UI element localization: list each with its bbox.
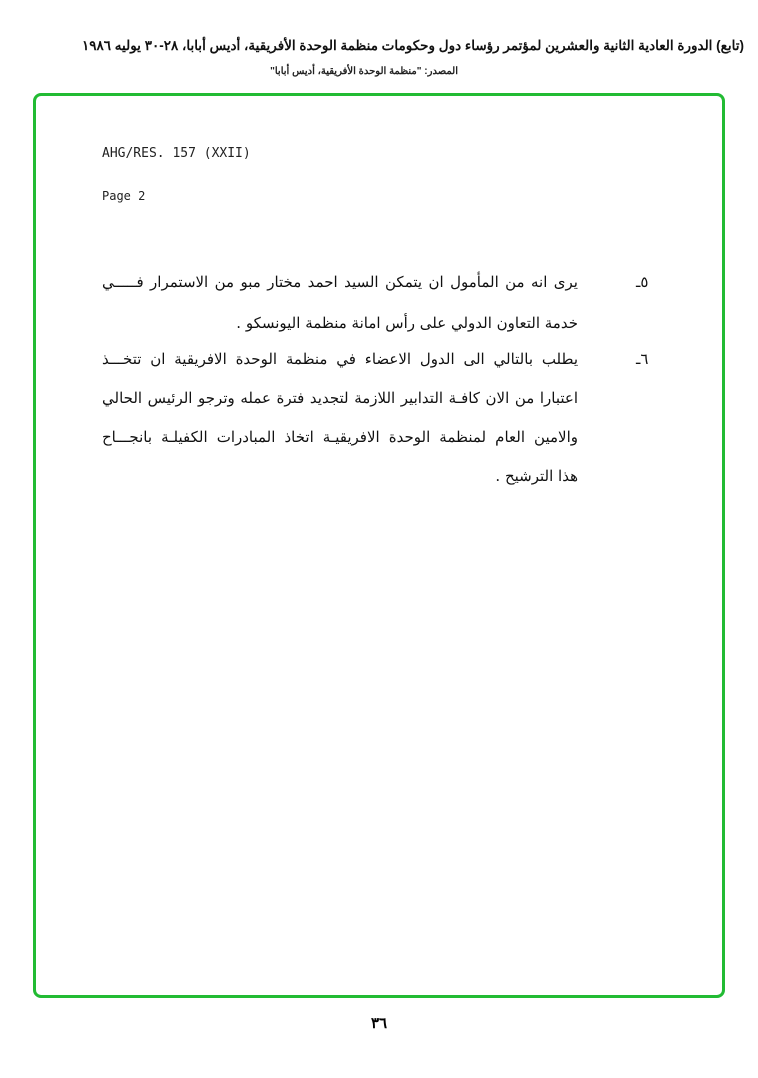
paragraph-line: يرى انه من المأمول ان يتمكن السيد احمد مختار مبو من الاستمرار فـــــي [102, 273, 578, 291]
page-label: Page 2 [102, 189, 146, 203]
resolution-reference: AHG/RES. 157 (XXII) [102, 146, 251, 161]
paragraph-number: ٥ـ [636, 273, 649, 291]
paragraph-line: هذا الترشيح . [495, 467, 578, 485]
document-header-title: (تابع) الدورة العادية الثانية والعشرين لمؤتمر رؤساء دول وحكومات منظمة الوحدة الأفريقية، أديس أبابا، ٢٨-٣٠ يوليه ١٩٨٦ [82, 38, 744, 53]
paragraph-line: يطلب بالتالي الى الدول الاعضاء في منظمة الوحدة الافريقية ان تتخـــذ [102, 350, 578, 368]
document-source: المصدر: "منظمة الوحدة الأفريقية، أديس أبابا" [270, 66, 458, 77]
paragraph-line: خدمة التعاون الدولي على رأس امانة منظمة اليونسكو . [236, 314, 578, 332]
paragraph-line: اعتبارا من الان كافـة التدابير اللازمة لتجديد فترة عمله وترجو الرئيس الحالي [102, 389, 578, 407]
page-number: ٣٦ [370, 1015, 388, 1032]
paragraph-line: والامين العام لمنظمة الوحدة الافريقيـة اتخاذ المبادرات الكفيلـة بانجـــاح [102, 428, 578, 446]
document-frame [33, 93, 725, 998]
paragraph-number: ٦ـ [636, 350, 649, 368]
